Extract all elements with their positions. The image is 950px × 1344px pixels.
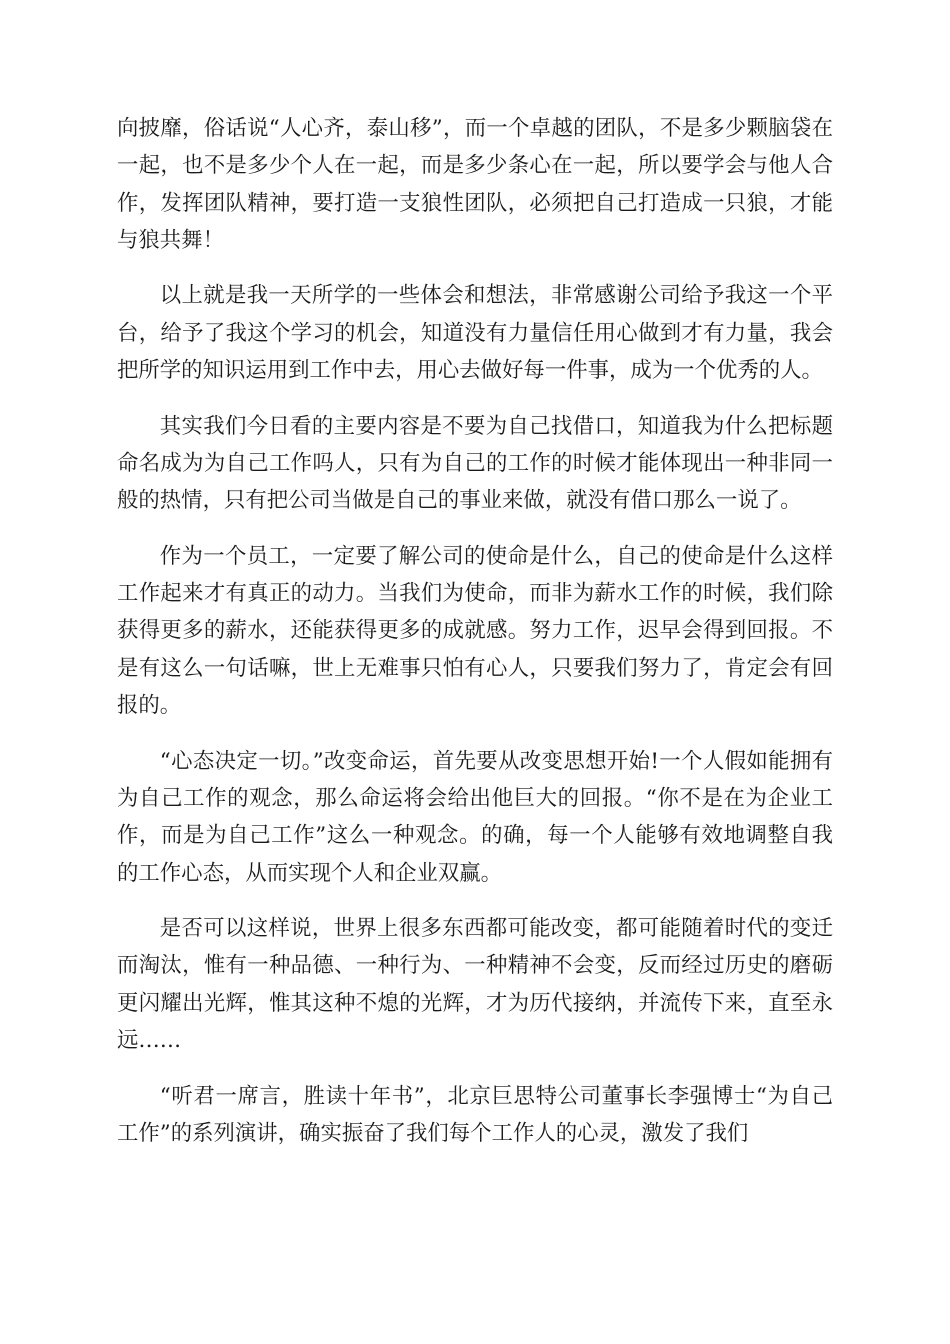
paragraph-7: “听君一席言，胜读十年书”，北京巨思特公司董事长李强博士“为自己工作”的系列演讲，确实振奋了我们每个工作人的心灵，激发了我们 [117,1083,833,1146]
paragraph-5: “心态决定一切。”改变命运，首先要从改变思想开始!一个人假如能拥有为自己工作的观念，那么命运将会给出他巨大的回报。“你不是在为企业工作，而是为自己工作”这么一种观念。的确，每一个人能够有效地调整自我的工作心态，从而实现个人和企业双赢。 [117,748,833,886]
paragraph-2: 以上就是我一天所学的一些体会和想法，非常感谢公司给予我这一个平台，给予了我这个学习的机会，知道没有力量信任用心做到才有力量，我会把所学的知识运用到工作中去，用心去做好每一件事，成为一个优秀的人。 [117,283,833,384]
document-body [117,110,833,1171]
paragraph-1: 向披靡，俗话说“人心齐，泰山移”，而一个卓越的团队，不是多少颗脑袋在一起，也不是多少个人在一起，而是多少条心在一起，所以要学会与他人合作，发挥团队精神，要打造一支狼性团队，必须把自己打造成一只狼，才能与狼共舞！ [117,116,833,253]
paragraph-4: 作为一个员工，一定要了解公司的使命是什么，自己的使命是什么这样工作起来才有真正的动力。当我们为使命，而非为薪水工作的时候，我们除获得更多的薪水，还能获得更多的成就感。努力工作，迟早会得到回报。不是有这么一句话嘛，世上无难事只怕有心人，只要我们努力了，肯定会有回报的。 [117,543,833,719]
paragraph-3: 其实我们今日看的主要内容是不要为自己找借口，知道我为什么把标题命名成为为自己工作吗人，只有为自己的工作的时候才能体现出一种非同一般的热情，只有把公司当做是自己的事业来做，就没有借口那么一说了。 [117,413,833,514]
paragraph-6: 是否可以这样说，世界上很多东西都可能改变，都可能随着时代的变迁而淘汰，惟有一种品德、一种行为、一种精神不会变，反而经过历史的磨砺更闪耀出光辉，惟其这种不熄的光辉，才为历代接纳，并流传下来，直至永远…… [117,916,833,1054]
